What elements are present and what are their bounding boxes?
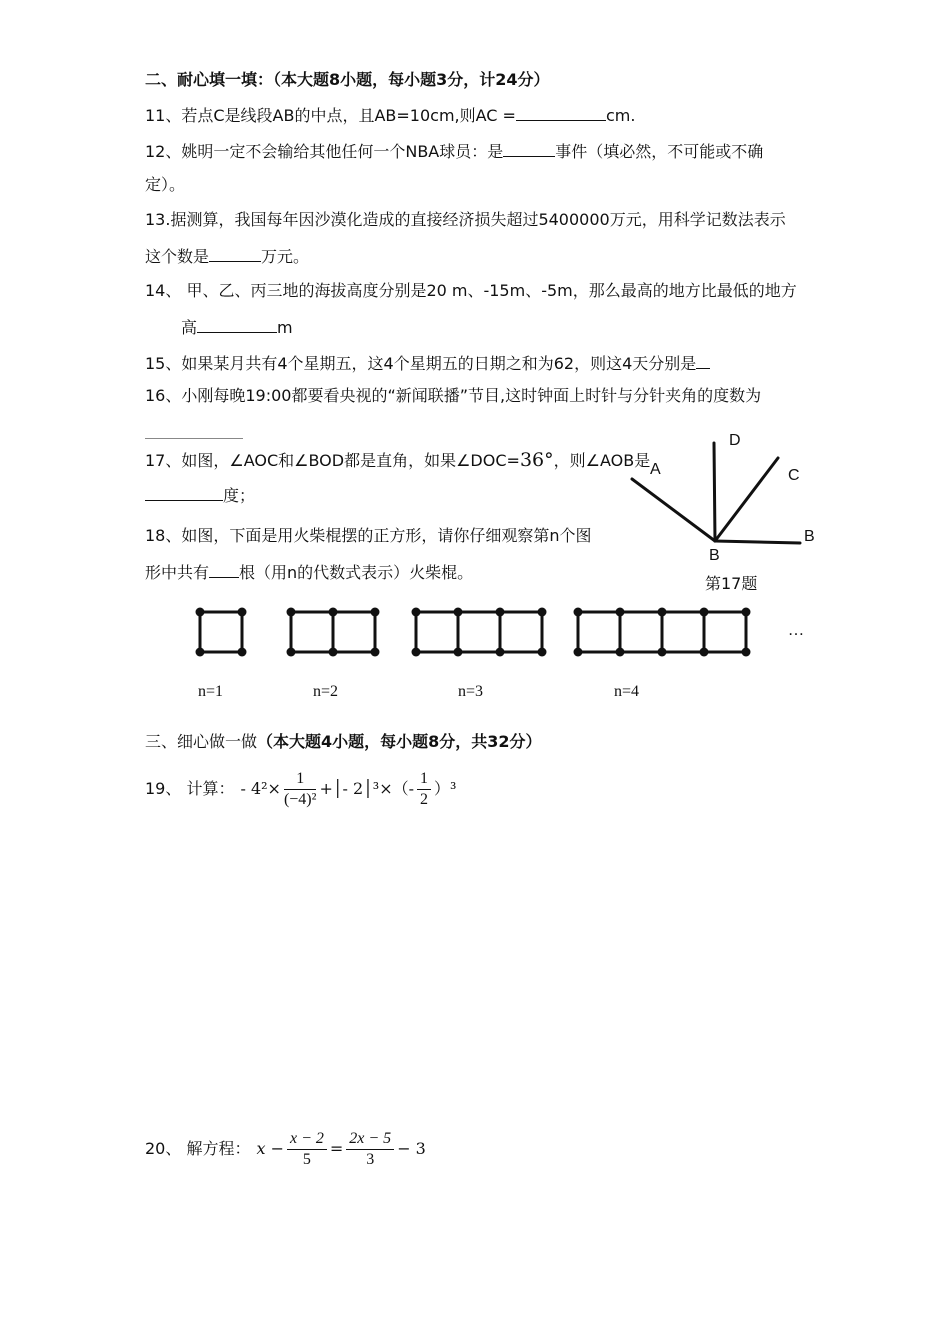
q20-lhs: x − bbox=[256, 1139, 284, 1158]
q17-text-a: 17、如图，∠AOC和∠BOD都是直角，如果∠DOC= bbox=[145, 451, 520, 470]
matchstick-joint bbox=[574, 608, 583, 617]
q13-answer-blank[interactable] bbox=[209, 245, 261, 262]
question-14-line1: 14、 甲、乙、丙三地的海拔高度分别是20 m、-15m、-5m，那么最高的地方比最低的地方 bbox=[145, 281, 797, 300]
fig17-label-a: A bbox=[650, 461, 661, 478]
question-13-line2 bbox=[145, 245, 309, 267]
matchstick-joint bbox=[287, 648, 296, 657]
q19-term3: ）³ bbox=[434, 779, 457, 798]
section3-heading bbox=[145, 732, 542, 752]
q15-text: 15、如果某月共有4个星期五，这4个星期五的日期之和为62，则这4天分别是 bbox=[145, 354, 697, 373]
fig17-label-c: C bbox=[788, 467, 800, 484]
q13-text-a: 这个数是 bbox=[145, 247, 210, 266]
question-17-line1 bbox=[145, 450, 650, 471]
q20-f1-numerator: x − 2 bbox=[287, 1129, 327, 1150]
fig17-label-d: D bbox=[729, 432, 741, 449]
q20-fraction-1 bbox=[287, 1129, 327, 1170]
q19-frac-numerator: 1 bbox=[284, 769, 316, 790]
matchstick-joint bbox=[538, 648, 547, 657]
q18-text-b: 根（用n的代数式表示）火柴棍。 bbox=[239, 563, 474, 582]
matchstick-figure-n1 bbox=[196, 608, 247, 657]
q12-text-b: 事件（填必然，不可能或不确 bbox=[555, 142, 764, 161]
question-12-line2: 定）。 bbox=[145, 175, 186, 194]
matchstick-joint bbox=[329, 608, 338, 617]
matchstick-joint bbox=[329, 648, 338, 657]
q11-answer-blank[interactable] bbox=[516, 104, 606, 121]
match-label-n3: n=3 bbox=[458, 683, 484, 700]
q12-answer-blank[interactable] bbox=[503, 140, 555, 157]
section2-heading bbox=[145, 70, 550, 90]
section2-heading-title: 二、耐心填一填： bbox=[145, 70, 274, 89]
matchstick-joint bbox=[412, 648, 421, 657]
matchstick-joint bbox=[371, 608, 380, 617]
matchstick-joint bbox=[538, 608, 547, 617]
section3-heading-title: 三、细心做一做 bbox=[145, 732, 258, 751]
question-16: 16、小刚每晚19:00都要看央视的“新闻联播”节目,这时钟面上时针与分针夹角的度数为 bbox=[145, 386, 762, 405]
q13-text-b: 万元。 bbox=[261, 247, 310, 266]
q11-text: 11、若点C是线段AB的中点，且AB=10cm,则AC = bbox=[145, 106, 516, 125]
ray-a bbox=[632, 479, 715, 541]
matchstick-joint bbox=[700, 608, 709, 617]
q14-answer-blank[interactable] bbox=[197, 316, 277, 333]
q19-fraction bbox=[284, 769, 316, 810]
matchstick-joint bbox=[658, 648, 667, 657]
matchstick-joint bbox=[496, 648, 505, 657]
q20-f2-denominator: 3 bbox=[366, 1150, 375, 1168]
q20-f2-numerator: 2x − 5 bbox=[346, 1129, 394, 1150]
matchstick-joint bbox=[454, 648, 463, 657]
matchstick-joint bbox=[616, 608, 625, 617]
matchstick-joint bbox=[658, 608, 667, 617]
matchstick-joint bbox=[742, 648, 751, 657]
question-12-line1 bbox=[145, 140, 763, 162]
q17-text-c: 度； bbox=[223, 486, 256, 505]
ray-c bbox=[715, 458, 778, 541]
q17-angle-value: 36° bbox=[519, 449, 554, 471]
matchstick-figure-n2 bbox=[287, 608, 380, 657]
fig17-label-b-vertex: B bbox=[709, 547, 720, 564]
matchstick-figure-n3 bbox=[412, 608, 547, 657]
q14-text-a: 高 bbox=[181, 318, 198, 337]
q20-fraction-2 bbox=[346, 1129, 394, 1170]
question-17-line2 bbox=[145, 484, 255, 506]
q19-half-fraction bbox=[417, 769, 431, 810]
matchstick-figure-n4 bbox=[574, 608, 751, 657]
q20-f1-denominator: 5 bbox=[302, 1150, 311, 1168]
matchstick-joint bbox=[196, 608, 205, 617]
matchstick-joint bbox=[496, 608, 505, 617]
question-18-line1: 18、如图，下面是用火柴棍摆的正方形，请你仔细观察第n个图 bbox=[145, 526, 592, 545]
q11-unit: cm. bbox=[605, 106, 636, 125]
question-15 bbox=[145, 352, 710, 374]
q12-text-a: 12、姚明一定不会输给其他任何一个NBA球员：是 bbox=[145, 142, 504, 161]
matchstick-joint bbox=[454, 608, 463, 617]
fig17-label-b-right: B bbox=[804, 528, 815, 545]
matchstick-joint bbox=[287, 608, 296, 617]
section3-heading-detail: （本大题4小题，每小题8分，共32分） bbox=[257, 732, 542, 751]
question-18-line2 bbox=[145, 561, 473, 583]
matchstick-joint bbox=[412, 608, 421, 617]
q17-answer-blank[interactable] bbox=[145, 484, 223, 501]
matchstick-joint bbox=[238, 608, 247, 617]
fig17-caption: 第17题 bbox=[705, 574, 758, 593]
matchstick-joint bbox=[742, 608, 751, 617]
q16-answer-blank[interactable] bbox=[145, 438, 243, 439]
question-13-line1: 13.据测算，我国每年因沙漠化造成的直接经济损失超过5400000万元，用科学记数法表示 bbox=[145, 210, 786, 229]
match-label-n2: n=2 bbox=[313, 683, 339, 700]
q19-frac-denominator: (−4)² bbox=[283, 790, 317, 808]
match-label-n4: n=4 bbox=[614, 683, 640, 700]
matchstick-joint bbox=[371, 648, 380, 657]
q15-answer-blank[interactable] bbox=[696, 352, 710, 369]
matchstick-joint bbox=[574, 648, 583, 657]
ray-b bbox=[715, 541, 800, 543]
matchstick-joint bbox=[616, 648, 625, 657]
section2-heading-detail: （本大题8小题，每小题3分，计24分） bbox=[273, 70, 550, 89]
figure-17-angles bbox=[620, 430, 850, 570]
match-ellipsis: … bbox=[788, 622, 804, 639]
matchstick-joint bbox=[196, 648, 205, 657]
q18-text-a: 形中共有 bbox=[145, 563, 210, 582]
ray-d bbox=[714, 443, 715, 541]
q14-unit: m bbox=[277, 318, 293, 337]
q20-label: 20、 解方程： bbox=[145, 1139, 251, 1158]
q19-half-denominator: 2 bbox=[420, 790, 429, 808]
matchstick-joint bbox=[238, 648, 247, 657]
match-label-n1: n=1 bbox=[198, 683, 224, 700]
q18-answer-blank[interactable] bbox=[209, 561, 239, 578]
matchstick-figures bbox=[180, 600, 820, 670]
matchstick-joint bbox=[700, 648, 709, 657]
q20-rhs: − 3 bbox=[397, 1139, 426, 1158]
q19-term2: +│- 2│³×（- bbox=[319, 779, 415, 798]
q19-label: 19、 计算： bbox=[145, 779, 235, 798]
question-14-line2 bbox=[181, 316, 293, 338]
q19-term1: - 4²× bbox=[240, 779, 281, 798]
question-19 bbox=[145, 764, 456, 814]
question-11 bbox=[145, 104, 635, 126]
question-20 bbox=[145, 1124, 426, 1174]
q19-half-numerator: 1 bbox=[417, 769, 431, 790]
q20-equals: = bbox=[329, 1139, 344, 1158]
q17-text-b: ，则∠AOB是 bbox=[553, 451, 651, 470]
